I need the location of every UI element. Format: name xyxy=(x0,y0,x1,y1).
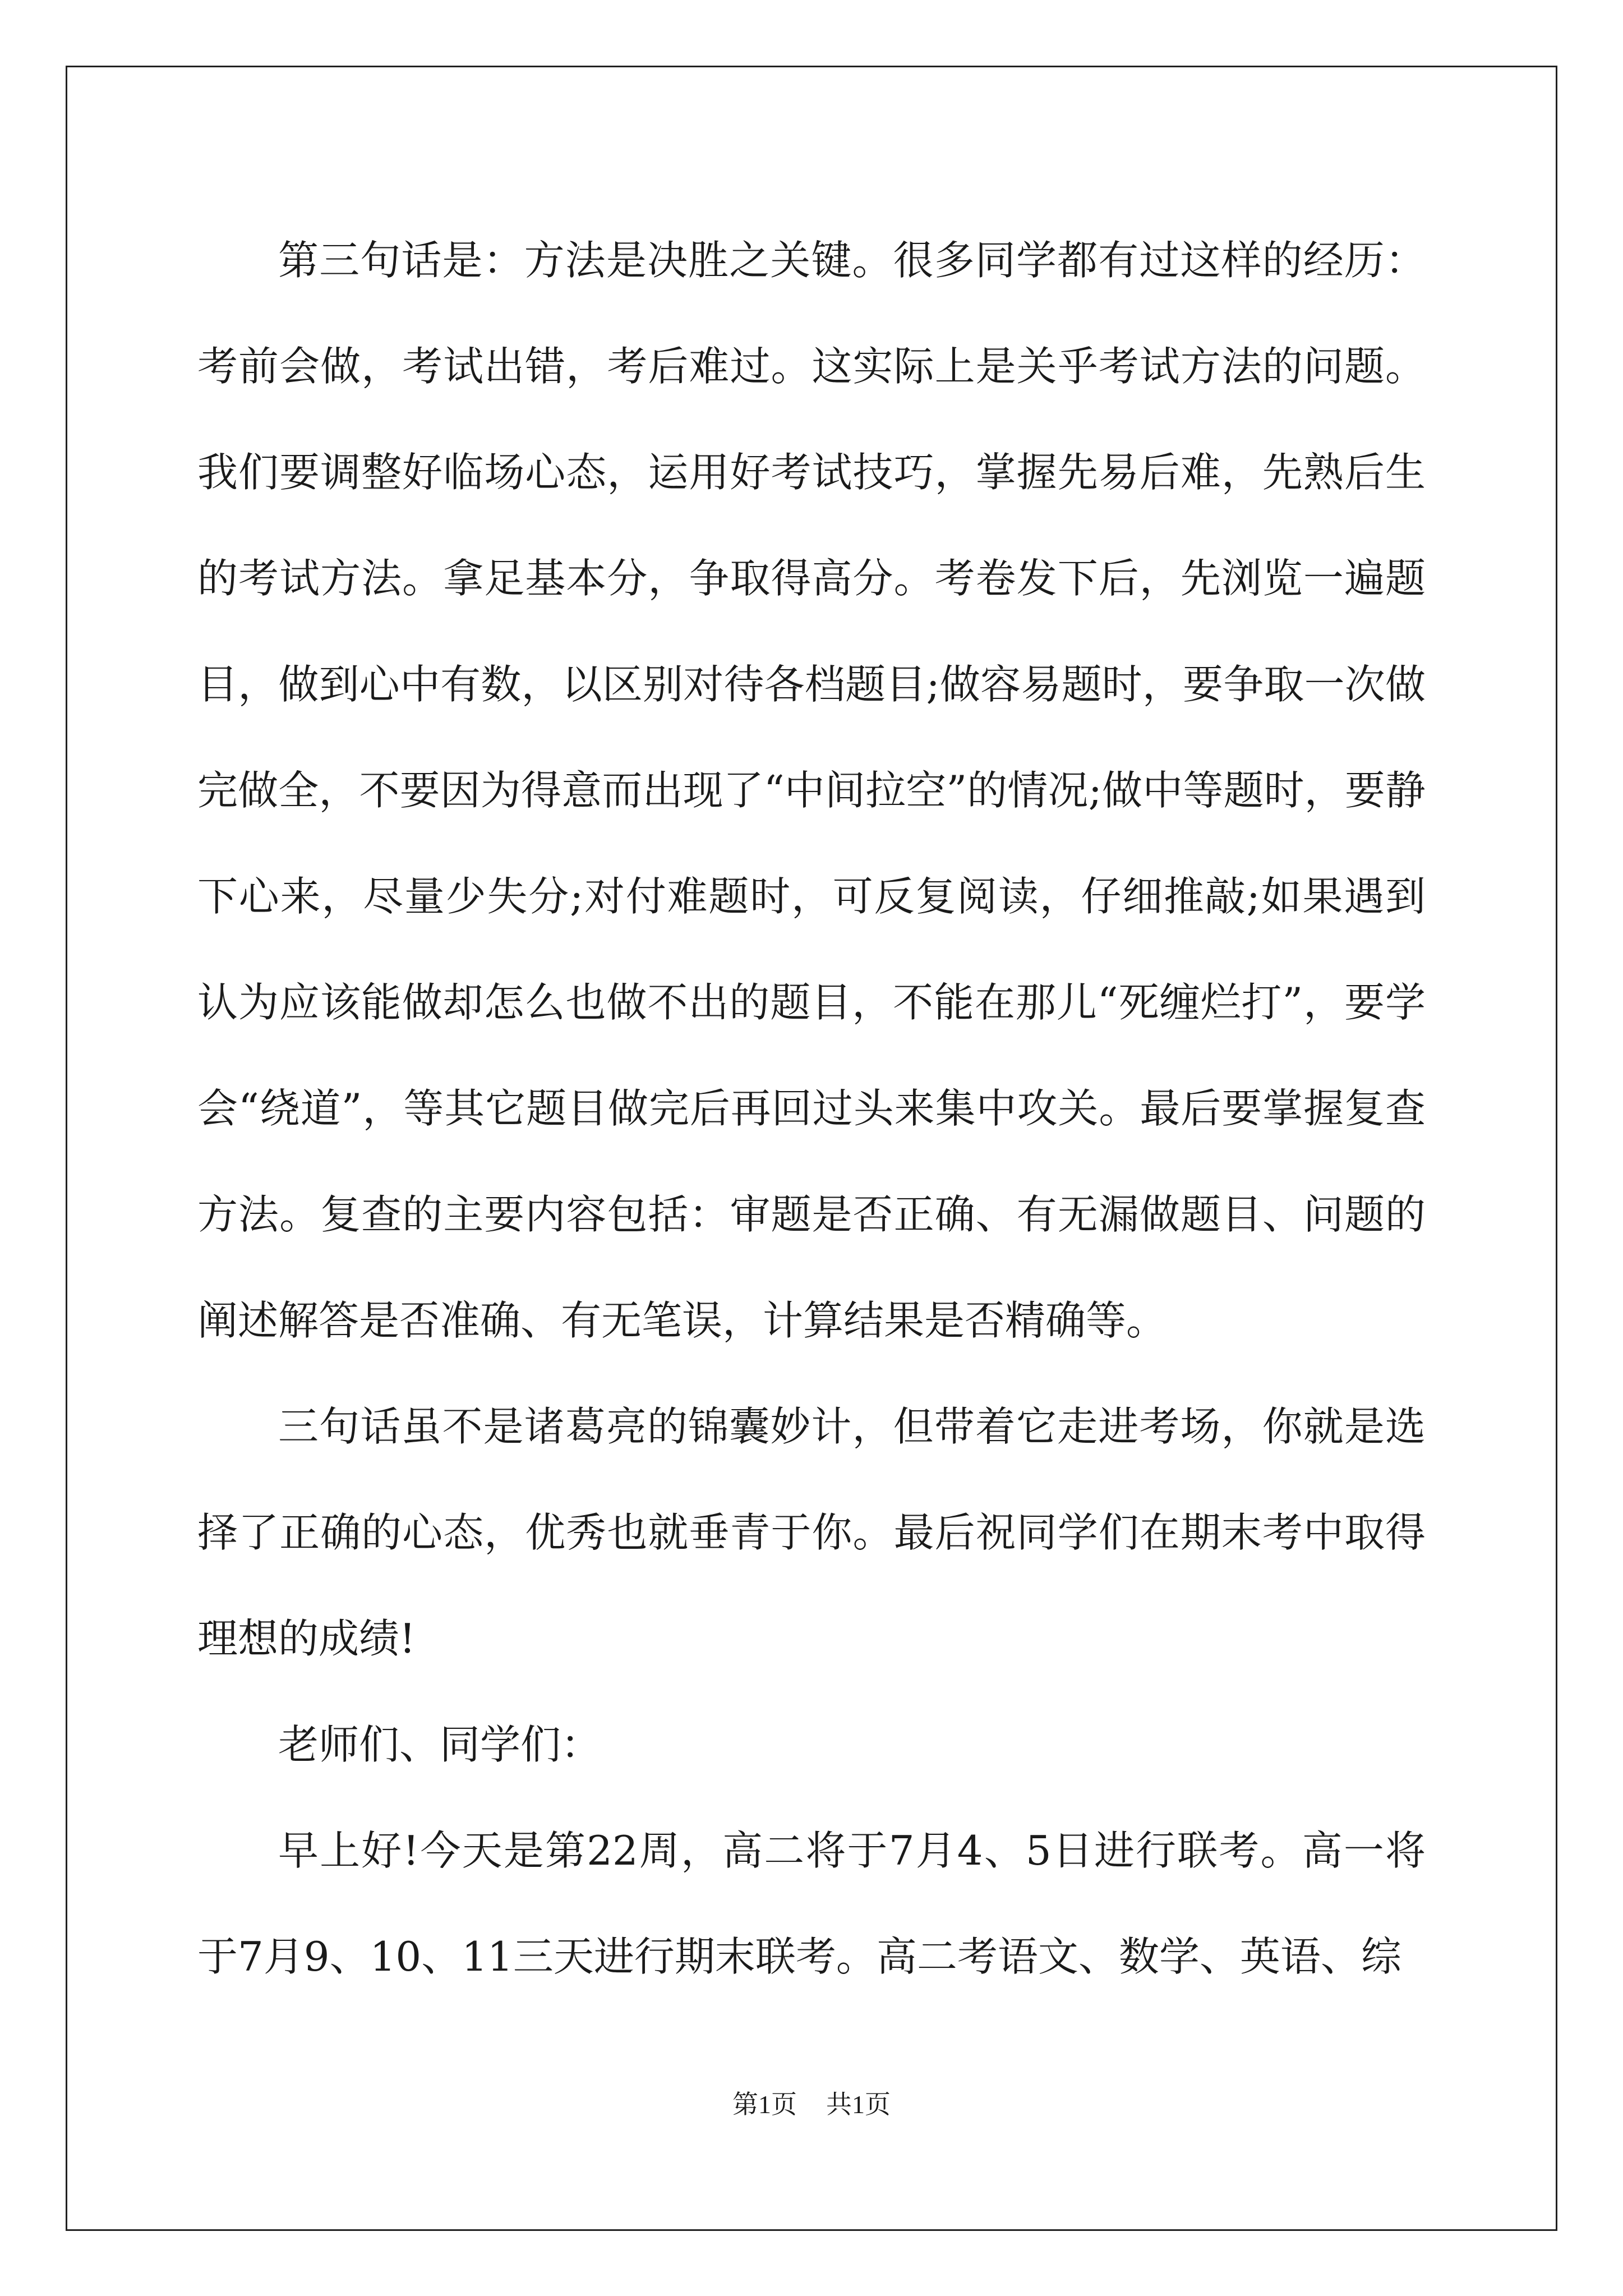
paragraph-method: 第三句话是：方法是决胜之关键。很多同学都有过这样的经历：考前会做，考试出错，考后难过。这实际上是关乎考试方法的问题。我们要调整好临场心态，运用好考试技巧，掌握先易后难，先熟后生的考试方法。拿足基本分，争取得高分。考卷发下后，先浏览一遍题目，做到心中有数，以区别对待各档题目;做容易题时，要争取一次做完做全，不要因为得意而出现了“中间拉空”的情况;做中等题时，要静下心来，尽量少失分;对付难题时，可反复阅读，仔细推敲;如果遇到认为应该能做却怎么也做不出的题目，不能在那儿“死缠烂打”，要学会“绕道”，等其它题目做完后再回过头来集中攻关。最后要掌握复查方法。复查的主要内容包括：审题是否正确、有无漏做题目、问题的阐述解答是否准确、有无笔误，计算结果是否精确等。 xyxy=(197,237,1426,1344)
paragraph-exam-schedule: 早上好!今天是第22周，高二将于7月4、5日进行联考。高一将于7月9、10、11三天进行期末联考。高二考语文、数学、英语、综 xyxy=(197,1827,1426,1980)
page-number-current: 第1页 xyxy=(732,2090,797,2119)
paragraph-conclusion: 三句话虽不是诸葛亮的锦囊妙计，但带着它走进考场，你就是选择了正确的心态，优秀也就垂青于你。最后祝同学们在期末考中取得理想的成绩! xyxy=(197,1403,1426,1662)
page-footer xyxy=(0,2084,1623,2121)
document-body xyxy=(197,208,1426,2010)
paragraph-greeting: 老师们、同学们： xyxy=(278,1721,602,1768)
page-number-total: 共1页 xyxy=(826,2090,891,2119)
